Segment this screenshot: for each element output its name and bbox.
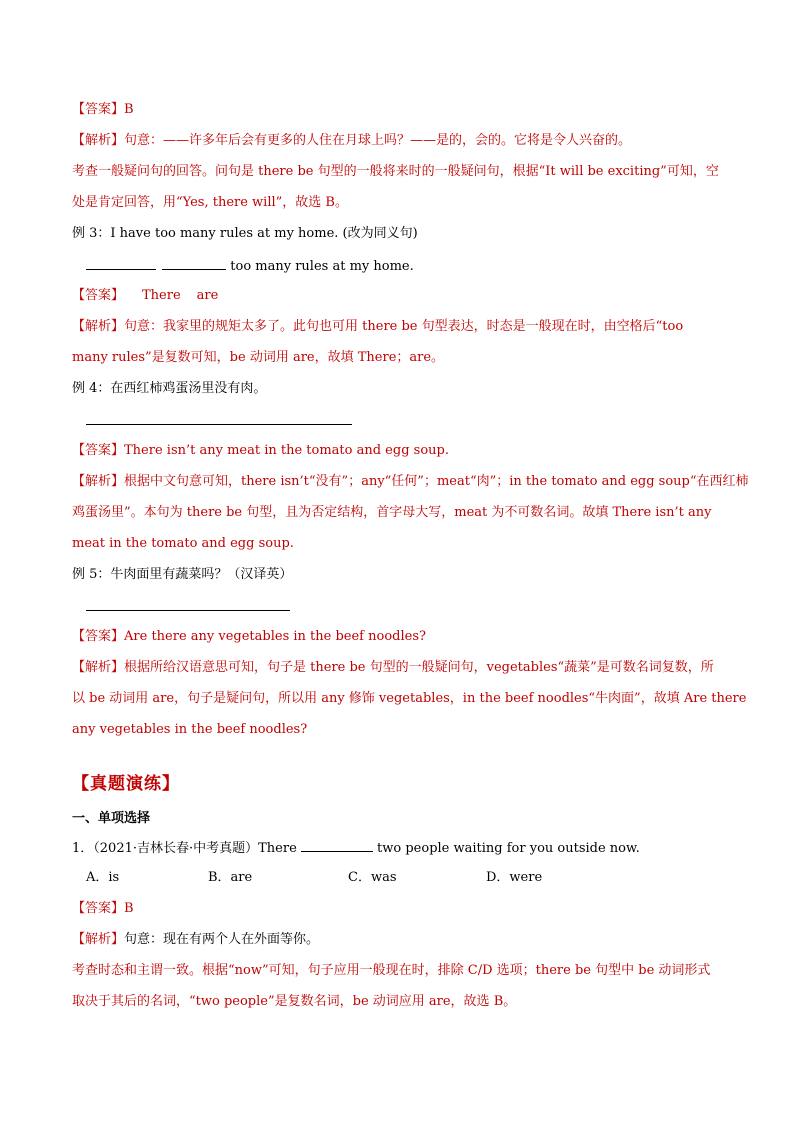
ex3-analysis-line-2: many rules”是复数可知，be 动词用 are，故填 There；are。 — [72, 350, 445, 365]
blank-2 — [162, 255, 226, 270]
blank-medium — [86, 596, 290, 611]
ex5-analysis-line-1 — [72, 658, 714, 678]
ex4-answer: There isn’t any meat in the tomato and egg soup. — [124, 443, 449, 458]
q1-prefix: 1．（2021·吉林长春·中考真题）There — [72, 841, 297, 856]
q1-suffix: two people waiting for you outside now. — [377, 841, 640, 856]
q1-blank — [301, 837, 373, 852]
ex2-analysis-line-1 — [72, 131, 631, 151]
section-subtitle: 一、单项选择 — [72, 811, 151, 826]
q1-answer: B — [124, 901, 134, 916]
analysis-label: 【解析】 — [72, 932, 125, 947]
blank-1 — [86, 255, 156, 270]
ex2-analysis-line-3: 处是肯定回答，用“Yes, there will”，故选 B。 — [72, 195, 348, 210]
blank-long — [86, 410, 352, 425]
ex2-answer: B — [124, 102, 134, 117]
ex3-analysis-line-1 — [72, 317, 683, 337]
q1-options — [86, 868, 542, 888]
ex3-question: 例 3：I have too many rules at my home. (改为同义句) — [72, 226, 418, 241]
ex5-answer: Are there any vegetables in the beef noodles? — [124, 629, 426, 644]
ex3-blank-line — [86, 255, 414, 275]
ex5-answer-line — [72, 627, 426, 647]
ex5-question: 例 5：牛肉面里有蔬菜吗？（汉译英） — [72, 567, 293, 582]
ex3-answer-2: are — [196, 288, 219, 303]
q1-analysis-line-2: 考查时态和主谓一致。根据“now”可知，句子应用一般现在时，排除 C/D 选项；there be 句型中 be 动词形式 — [72, 963, 711, 978]
ex5-analysis-1: 根据所给汉语意思可知，句子是 there be 句型的一般疑问句，vegetables“蔬菜”是可数名词复数，所 — [124, 660, 714, 675]
answer-label: 【答案】 — [72, 288, 125, 303]
answer-label: 【答案】 — [72, 102, 125, 117]
ex4-blank-line — [86, 410, 352, 430]
ex4-analysis-line-2: 鸡蛋汤里”。本句为 there be 句型，且为否定结构，首字母大写，meat 为不可数名词。故填 There isn’t any — [72, 505, 712, 520]
q1-analysis-line-1 — [72, 930, 319, 950]
answer-label: 【答案】 — [72, 901, 125, 916]
answer-label: 【答案】 — [72, 443, 125, 458]
q1-option-d[interactable]: D．were — [486, 870, 543, 885]
analysis-label: 【解析】 — [72, 660, 125, 675]
analysis-label: 【解析】 — [72, 474, 125, 489]
ex4-analysis-1: 根据中文句意可知，there isn’t“没有”；any“任何”；meat“肉”；in the tomato and egg soup“在西红柿 — [124, 474, 749, 489]
q1-answer-line — [72, 899, 134, 919]
q1-option-c[interactable]: C．was — [348, 870, 397, 885]
q1-option-b[interactable]: B．are — [208, 870, 253, 885]
ex3-analysis-1: 句意：我家里的规矩太多了。此句也可用 there be 句型表达，时态是一般现在时，由空格后“too — [124, 319, 684, 334]
ex3-blank-text: too many rules at my home. — [230, 259, 414, 274]
ex4-question: 例 4：在西红柿鸡蛋汤里没有肉。 — [72, 381, 267, 396]
analysis-label: 【解析】 — [72, 133, 125, 148]
ex2-analysis-1: 句意：——许多年后会有更多的人住在月球上吗？——是的，会的。它将是令人兴奋的。 — [124, 133, 632, 148]
ex4-answer-line — [72, 441, 449, 461]
q1-analysis-line-3: 取决于其后的名词，“two people”是复数名词，be 动词应用 are，故选 B。 — [72, 994, 517, 1009]
q1-option-a[interactable]: A．is — [86, 870, 120, 885]
ex4-analysis-line-3: meat in the tomato and egg soup. — [72, 536, 294, 551]
ex4-analysis-line-1 — [72, 472, 749, 492]
ex5-analysis-line-2: 以 be 动词用 are，句子是疑问句，所以用 any 修饰 vegetables，in the beef noodles“牛肉面”，故填 Are there — [72, 691, 747, 706]
q1-analysis-1: 句意：现在有两个人在外面等你。 — [124, 932, 320, 947]
q1-stem — [72, 837, 640, 857]
ex2-analysis-line-2: 考查一般疑问句的回答。问句是 there be 句型的一般将来时的一般疑问句，根据“It will be exciting”可知，空 — [72, 164, 719, 179]
ex3-answer-1: There — [142, 288, 181, 303]
analysis-label: 【解析】 — [72, 319, 125, 334]
ex2-answer-line — [72, 100, 134, 120]
ex5-analysis-line-3: any vegetables in the beef noodles? — [72, 722, 308, 737]
answer-label: 【答案】 — [72, 629, 125, 644]
ex5-blank-line — [86, 596, 290, 616]
section-title: 【真题演练】 — [72, 774, 180, 794]
ex3-answer-line — [72, 286, 218, 306]
